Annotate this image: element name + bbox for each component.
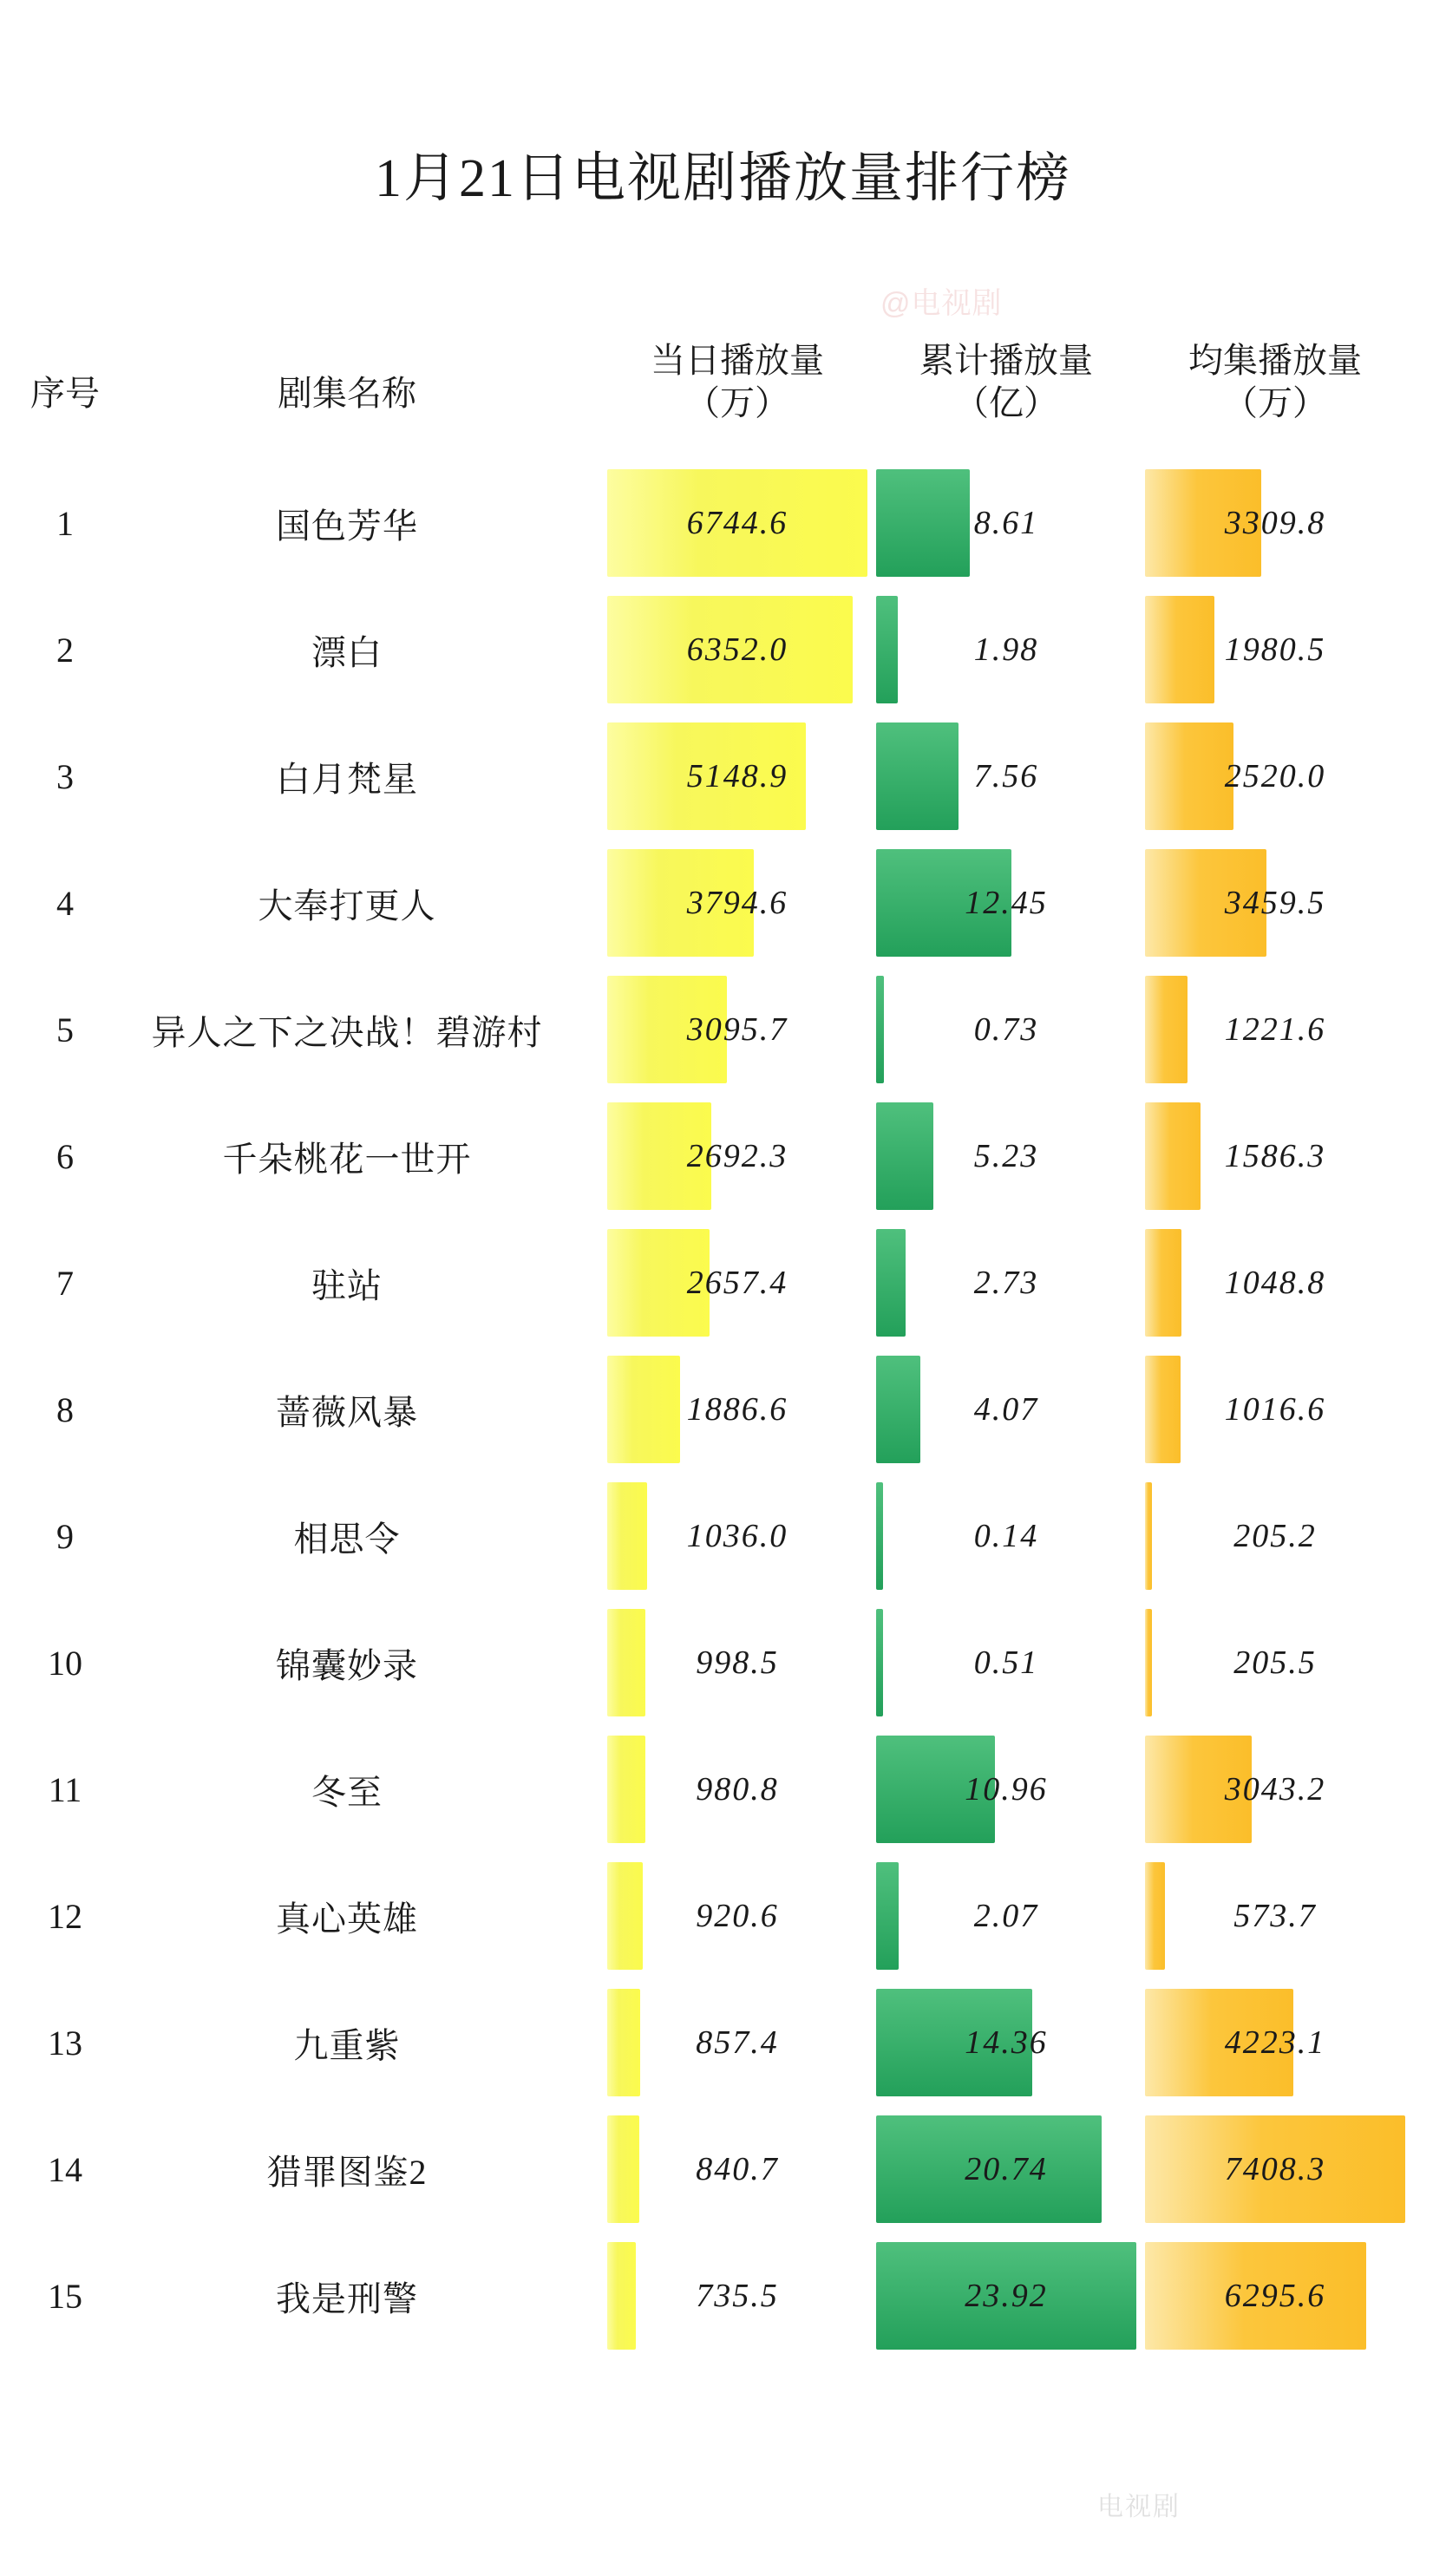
avg-views-bar <box>1145 976 1188 1083</box>
total-views-label: 2.73 <box>973 1265 1039 1301</box>
avg-views-cell <box>1145 1979 1405 2106</box>
daily-views-cell <box>607 460 867 586</box>
avg-views-cell <box>1145 840 1405 966</box>
rank-cell: 14 <box>48 2149 82 2189</box>
daily-views-bar <box>607 1482 647 1590</box>
avg-views-bar <box>1145 849 1266 957</box>
daily-views-bar <box>607 1609 645 1716</box>
avg-views-label: 1016.6 <box>1224 1391 1326 1428</box>
total-views-bar <box>876 469 970 577</box>
series-name-cell: 千朵桃花一世开 <box>222 1139 472 1179</box>
table-row <box>0 1346 1446 1473</box>
header-rank: 序号 <box>30 374 100 413</box>
total-views-cell <box>876 1979 1136 2106</box>
total-views-label: 0.73 <box>973 1011 1039 1048</box>
avg-views-label: 573.7 <box>1233 1898 1317 1934</box>
header-avg <box>1145 340 1405 425</box>
daily-views-bar <box>607 976 727 1083</box>
total-views-cell <box>876 840 1136 966</box>
total-views-label: 4.07 <box>973 1391 1039 1428</box>
total-views-label: 7.56 <box>973 758 1039 794</box>
daily-views-cell <box>607 966 867 1093</box>
table-row <box>0 840 1446 966</box>
avg-views-cell <box>1145 1726 1405 1853</box>
daily-views-label: 998.5 <box>696 1644 779 1681</box>
table-row <box>0 713 1446 840</box>
avg-views-bar <box>1145 1102 1201 1210</box>
header-daily-line2: （万） <box>685 382 789 422</box>
rank-cell: 13 <box>48 2023 82 2063</box>
series-name-cell: 相思令 <box>293 1519 401 1559</box>
daily-views-cell <box>607 2233 867 2359</box>
rank-cell: 4 <box>56 883 74 923</box>
total-views-bar <box>876 1102 933 1210</box>
header-avg-line1: 均集播放量 <box>1188 341 1362 380</box>
series-name-cell: 驻站 <box>311 1265 383 1305</box>
table-row <box>0 1473 1446 1599</box>
total-views-bar <box>876 596 898 703</box>
daily-views-label: 3095.7 <box>686 1011 788 1048</box>
total-views-label: 23.92 <box>965 2278 1048 2314</box>
daily-views-bar <box>607 722 806 830</box>
avg-views-label: 6295.6 <box>1224 2278 1326 2314</box>
avg-views-cell <box>1145 2233 1405 2359</box>
avg-views-label: 3459.5 <box>1224 885 1326 921</box>
total-views-bar <box>876 976 884 1083</box>
daily-views-cell <box>607 1346 867 1473</box>
daily-views-label: 735.5 <box>696 2278 779 2314</box>
daily-views-bar <box>607 1229 710 1337</box>
total-views-cell <box>876 1093 1136 1219</box>
avg-views-bar <box>1145 1482 1152 1590</box>
table-row <box>0 586 1446 713</box>
total-views-bar <box>876 1482 883 1590</box>
total-views-bar <box>876 1736 995 1843</box>
table-row <box>0 1599 1446 1726</box>
daily-views-label: 6352.0 <box>686 631 788 668</box>
total-views-cell <box>876 1473 1136 1599</box>
avg-views-label: 4223.1 <box>1224 2024 1326 2061</box>
avg-views-bar <box>1145 2242 1366 2350</box>
daily-views-label: 1886.6 <box>686 1391 788 1428</box>
table-row <box>0 966 1446 1093</box>
daily-views-label: 3794.6 <box>686 885 788 921</box>
daily-views-bar <box>607 596 853 703</box>
total-views-bar <box>876 722 959 830</box>
table-row <box>0 1726 1446 1853</box>
daily-views-label: 2657.4 <box>686 1265 788 1301</box>
total-views-cell <box>876 1726 1136 1853</box>
daily-views-cell <box>607 1093 867 1219</box>
page-title: 1月21日电视剧播放量排行榜 <box>374 149 1071 208</box>
daily-views-bar <box>607 2115 639 2223</box>
table-row <box>0 1093 1446 1219</box>
avg-views-bar <box>1145 596 1214 703</box>
daily-views-cell <box>607 840 867 966</box>
series-name-cell: 异人之下之决战！碧游村 <box>151 1012 543 1052</box>
daily-views-label: 980.8 <box>696 1771 779 1808</box>
avg-views-bar <box>1145 1989 1293 2096</box>
header-daily-line1: 当日播放量 <box>651 341 824 380</box>
total-views-label: 0.51 <box>973 1644 1039 1681</box>
avg-views-label: 3309.8 <box>1224 505 1326 541</box>
header-total <box>876 340 1136 425</box>
series-name-cell: 九重紫 <box>293 2025 401 2065</box>
total-views-cell <box>876 2233 1136 2359</box>
daily-views-cell <box>607 1473 867 1599</box>
rank-cell: 7 <box>56 1263 74 1303</box>
total-views-label: 5.23 <box>973 1138 1039 1174</box>
total-views-cell <box>876 1599 1136 1726</box>
rank-cell: 11 <box>48 1769 82 1809</box>
table-row <box>0 460 1446 586</box>
series-name-cell: 蔷薇风暴 <box>276 1392 418 1432</box>
avg-views-label: 1586.3 <box>1224 1138 1326 1174</box>
total-views-label: 20.74 <box>965 2151 1048 2187</box>
daily-views-bar <box>607 1862 643 1970</box>
total-views-label: 1.98 <box>973 631 1039 668</box>
rank-cell: 5 <box>56 1010 74 1049</box>
rank-cell: 1 <box>56 503 74 543</box>
total-views-cell <box>876 713 1136 840</box>
daily-views-label: 5148.9 <box>686 758 788 794</box>
total-views-bar <box>876 1609 883 1716</box>
series-name-cell: 猎罪图鉴2 <box>266 2152 428 2192</box>
daily-views-bar <box>607 1356 680 1463</box>
watermark-top: @电视剧 <box>880 287 1003 320</box>
avg-views-bar <box>1145 1356 1181 1463</box>
avg-views-label: 7408.3 <box>1224 2151 1326 2187</box>
daily-views-label: 857.4 <box>696 2024 779 2061</box>
series-name-cell: 国色芳华 <box>276 506 418 546</box>
daily-views-cell <box>607 586 867 713</box>
total-views-cell <box>876 1346 1136 1473</box>
header-total-line2: （亿） <box>954 382 1058 422</box>
avg-views-cell <box>1145 586 1405 713</box>
avg-views-label: 1980.5 <box>1224 631 1326 668</box>
avg-views-bar <box>1145 1229 1181 1337</box>
avg-views-cell <box>1145 1093 1405 1219</box>
daily-views-bar <box>607 1989 640 2096</box>
avg-views-cell <box>1145 460 1405 586</box>
avg-views-label: 1048.8 <box>1224 1265 1326 1301</box>
header-daily <box>607 340 867 425</box>
total-views-label: 12.45 <box>965 885 1048 921</box>
rank-cell: 8 <box>56 1389 74 1429</box>
avg-views-label: 2520.0 <box>1224 758 1326 794</box>
daily-views-cell <box>607 1726 867 1853</box>
avg-views-label: 1221.6 <box>1224 1011 1326 1048</box>
total-views-label: 8.61 <box>973 505 1039 541</box>
avg-views-cell <box>1145 966 1405 1093</box>
table-row <box>0 1219 1446 1346</box>
avg-views-cell <box>1145 1219 1405 1346</box>
daily-views-cell <box>607 2106 867 2233</box>
rank-cell: 6 <box>56 1136 74 1176</box>
rank-cell: 9 <box>56 1516 74 1556</box>
series-name-cell: 冬至 <box>311 1772 383 1812</box>
avg-views-cell <box>1145 1473 1405 1599</box>
avg-views-cell <box>1145 1599 1405 1726</box>
total-views-bar <box>876 1356 920 1463</box>
header-total-line1: 累计播放量 <box>919 341 1093 380</box>
rank-cell: 10 <box>48 1643 82 1683</box>
daily-views-label: 840.7 <box>696 2151 779 2187</box>
daily-views-label: 6744.6 <box>686 505 788 541</box>
total-views-cell <box>876 1853 1136 1979</box>
rank-cell: 12 <box>48 1896 82 1936</box>
total-views-cell <box>876 1219 1136 1346</box>
total-views-label: 14.36 <box>965 2024 1048 2061</box>
rank-cell: 15 <box>48 2276 82 2316</box>
avg-views-bar <box>1145 2115 1405 2223</box>
avg-views-bar <box>1145 1736 1252 1843</box>
daily-views-cell <box>607 713 867 840</box>
daily-views-cell <box>607 1979 867 2106</box>
avg-views-bar <box>1145 722 1233 830</box>
daily-views-label: 1036.0 <box>686 1518 788 1554</box>
rank-cell: 2 <box>56 630 74 670</box>
total-views-cell <box>876 460 1136 586</box>
daily-views-cell <box>607 1219 867 1346</box>
series-name-cell: 我是刑警 <box>276 2279 418 2318</box>
total-views-label: 0.14 <box>973 1518 1039 1554</box>
table-row <box>0 1853 1446 1979</box>
table-row <box>0 2233 1446 2359</box>
total-views-cell <box>876 966 1136 1093</box>
series-name-cell: 白月梵星 <box>276 759 418 799</box>
total-views-cell <box>876 2106 1136 2233</box>
total-views-bar <box>876 1229 906 1337</box>
daily-views-cell <box>607 1853 867 1979</box>
avg-views-label: 205.2 <box>1233 1518 1317 1554</box>
table-row <box>0 2106 1446 2233</box>
total-views-label: 10.96 <box>965 1771 1048 1808</box>
avg-views-label: 205.5 <box>1233 1644 1317 1681</box>
avg-views-cell <box>1145 2106 1405 2233</box>
total-views-bar <box>876 1862 899 1970</box>
series-name-cell: 漂白 <box>311 632 383 672</box>
total-views-label: 2.07 <box>973 1898 1039 1934</box>
avg-views-bar <box>1145 1609 1152 1716</box>
daily-views-label: 920.6 <box>696 1898 779 1934</box>
total-views-bar <box>876 2242 1136 2350</box>
avg-views-cell <box>1145 713 1405 840</box>
series-name-cell: 大奉打更人 <box>258 886 436 925</box>
daily-views-label: 2692.3 <box>686 1138 788 1174</box>
daily-views-bar <box>607 469 867 577</box>
avg-views-bar <box>1145 1862 1165 1970</box>
avg-views-cell <box>1145 1853 1405 1979</box>
avg-views-cell <box>1145 1346 1405 1473</box>
daily-views-bar <box>607 1736 645 1843</box>
avg-views-bar <box>1145 469 1261 577</box>
avg-views-label: 3043.2 <box>1224 1771 1326 1808</box>
table-row <box>0 1979 1446 2106</box>
total-views-bar <box>876 2115 1102 2223</box>
daily-views-bar <box>607 849 754 957</box>
rank-cell: 3 <box>56 756 74 796</box>
header-name: 剧集名称 <box>278 374 416 413</box>
series-name-cell: 真心英雄 <box>276 1899 418 1939</box>
total-views-cell <box>876 586 1136 713</box>
total-views-bar <box>876 849 1011 957</box>
total-views-bar <box>876 1989 1032 2096</box>
series-name-cell: 锦囊妙录 <box>276 1645 418 1685</box>
daily-views-cell <box>607 1599 867 1726</box>
header-avg-line2: （万） <box>1223 382 1327 422</box>
daily-views-bar <box>607 2242 636 2350</box>
watermark-bottom: 电视剧 <box>1097 2493 1181 2521</box>
daily-views-bar <box>607 1102 711 1210</box>
